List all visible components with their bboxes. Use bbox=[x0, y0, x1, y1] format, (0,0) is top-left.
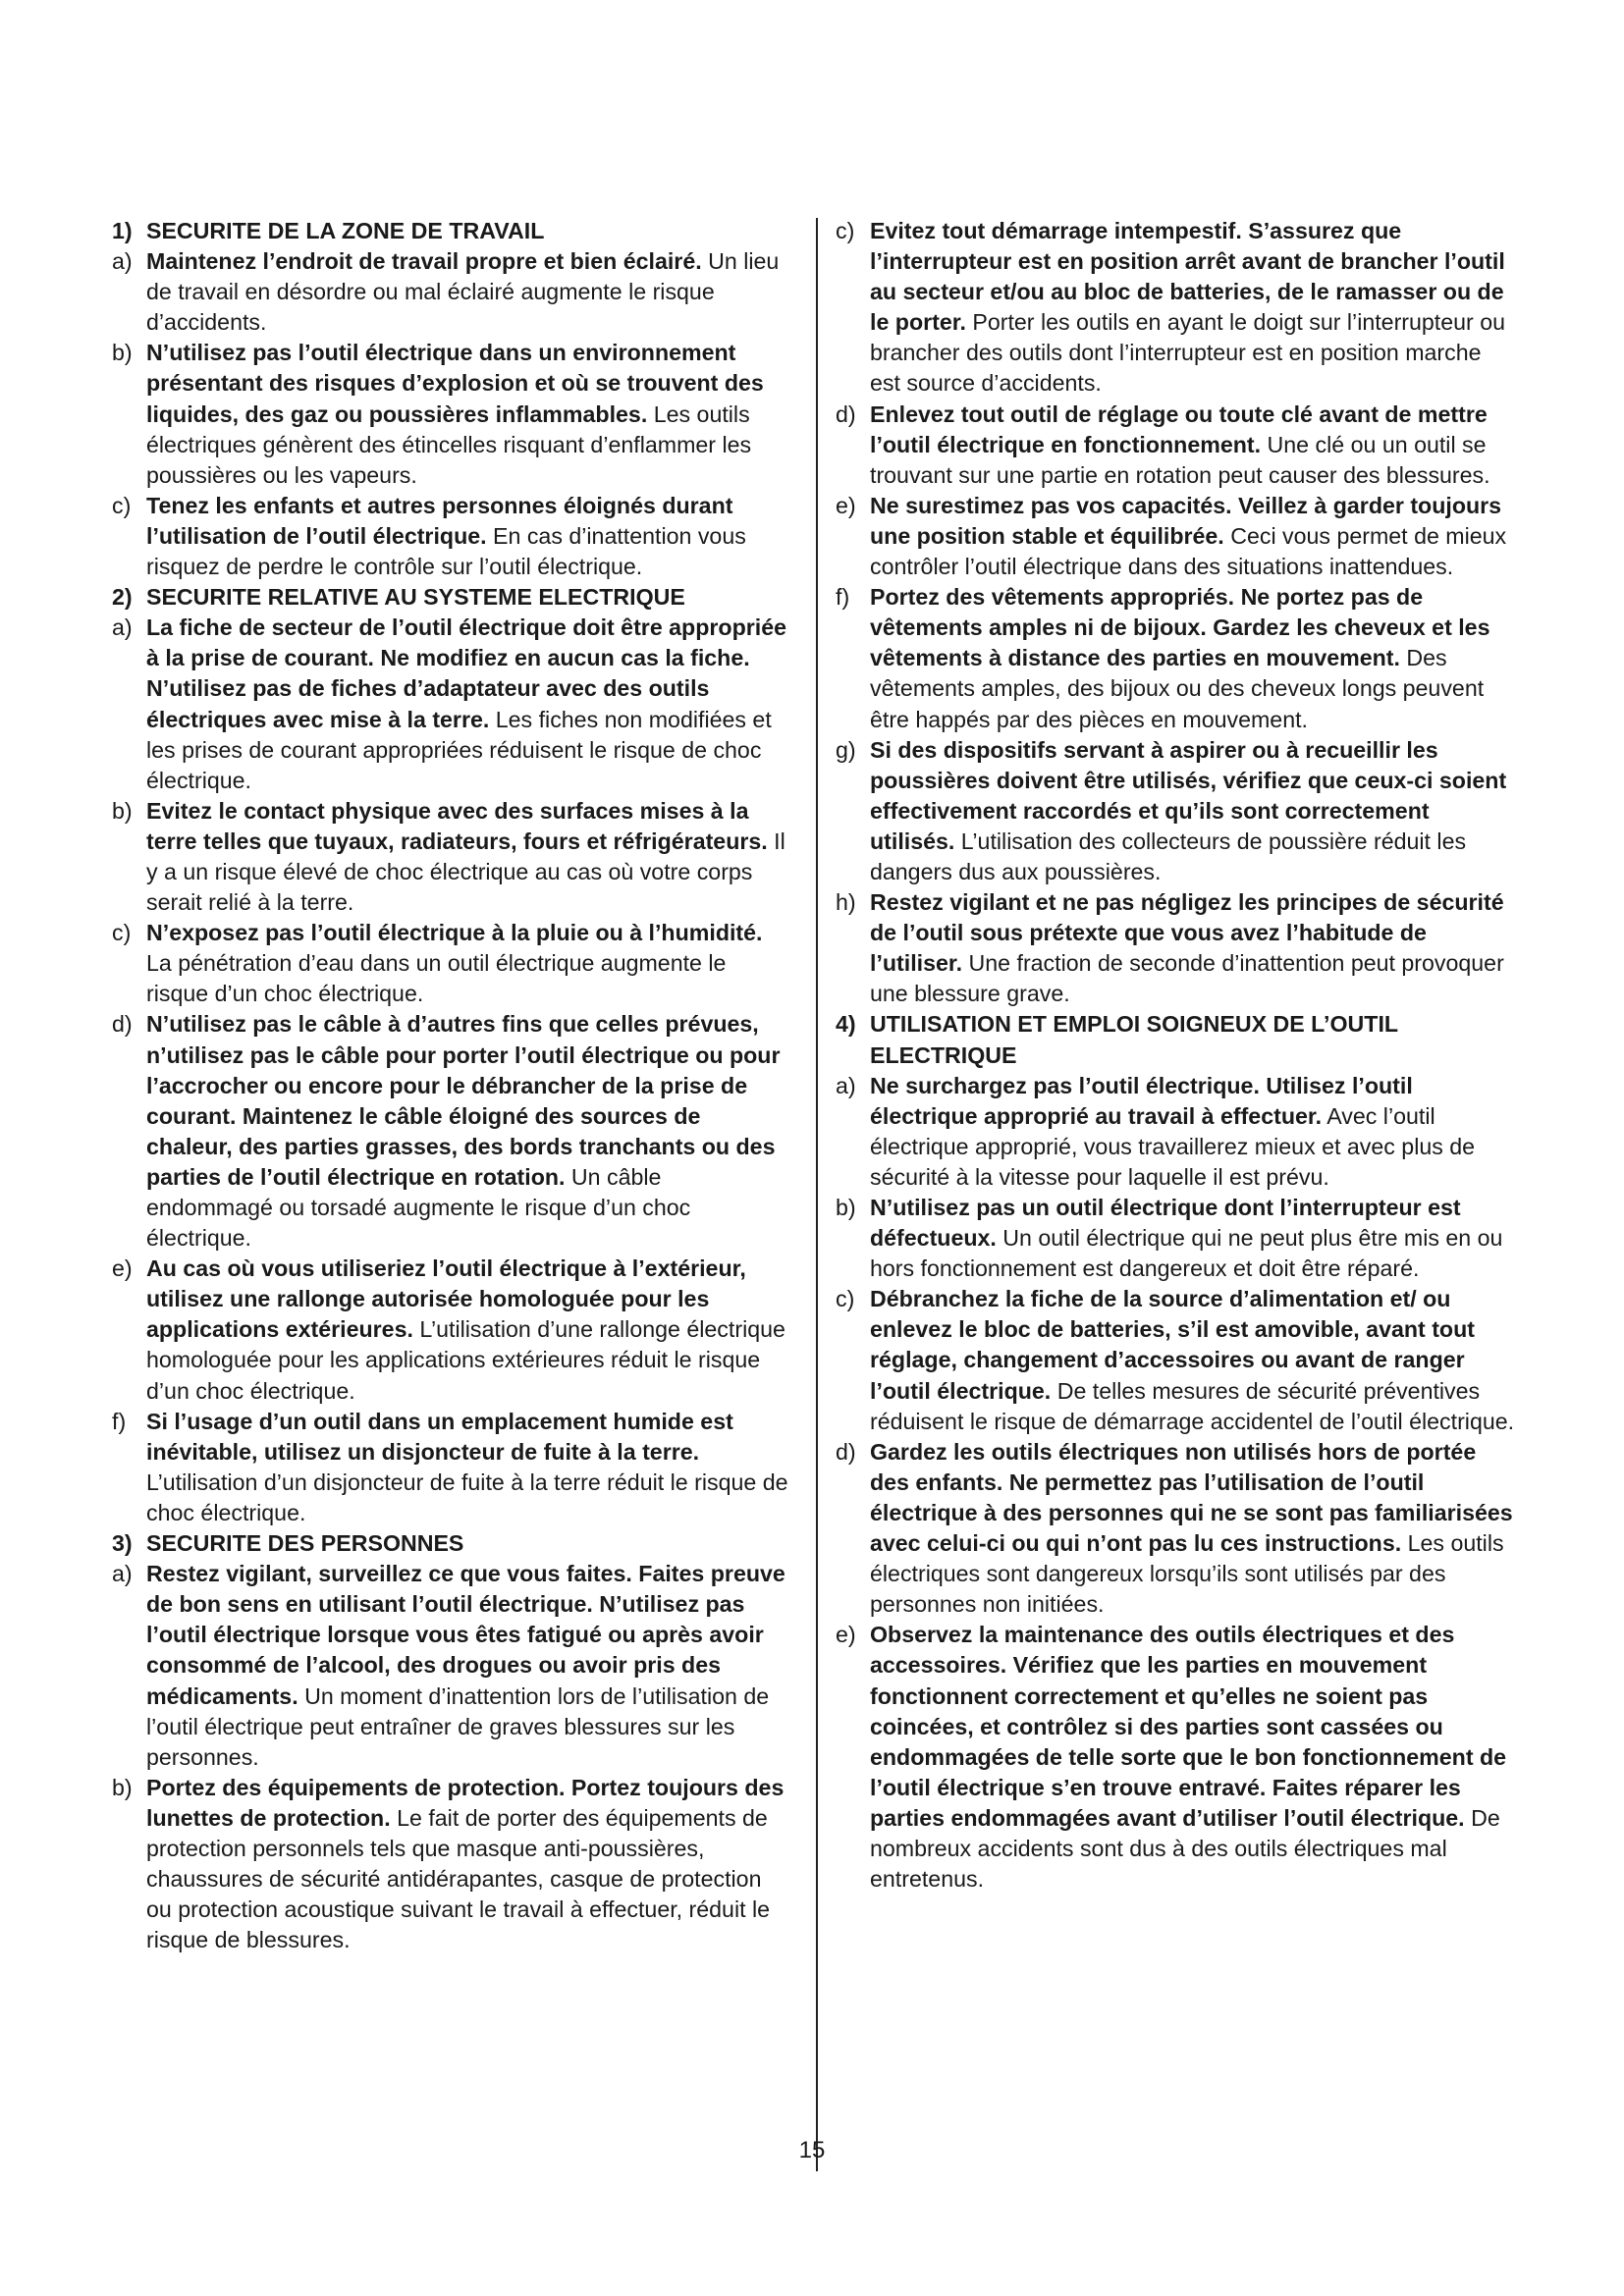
item-bold-text: N’utilisez pas un outil électrique dont l’interrupteur est défectueux. bbox=[870, 1195, 1461, 1252]
item-bold-text: Maintenez l’endroit de travail propre et bien éclairé. bbox=[146, 248, 702, 275]
item-bold-text: Ne surchargez pas l’outil électrique. Utilisez l’outil électrique approprié au travail à effectuer. bbox=[870, 1072, 1413, 1129]
section-number: 3) bbox=[112, 1530, 133, 1557]
list-item bbox=[112, 246, 791, 338]
item-text bbox=[870, 735, 1515, 887]
item-bold-text: Gardez les outils électriques non utilisés hors de portée des enfants. Ne permettez pas l’utilisation de l’outil électrique à des personnes qui ne se sont pas familiarisées avec celui-ci ou qui n’ont pas lu ces instructions. bbox=[870, 1438, 1513, 1557]
item-text bbox=[870, 582, 1515, 734]
item-plain-text: Un lieu de travail en désordre ou mal éclairé augmente le risque d’accidents. bbox=[146, 248, 780, 336]
item-plain-text: Une fraction de seconde d’inattention peut provoquer une blessure grave. bbox=[870, 950, 1504, 1007]
section-heading bbox=[112, 582, 791, 613]
item-text bbox=[146, 1407, 791, 1528]
section-title: SECURITE RELATIVE AU SYSTEME ELECTRIQUE bbox=[146, 584, 685, 611]
list-item bbox=[836, 1437, 1515, 1621]
item-plain-text: Des vêtements amples, des bijoux ou des cheveux longs peuvent être happés par des pièces en mouvement. bbox=[870, 645, 1485, 732]
section-heading bbox=[112, 1528, 791, 1559]
item-letter: b) bbox=[112, 1774, 133, 1800]
item-letter: e) bbox=[836, 1622, 856, 1648]
list-item bbox=[112, 1559, 791, 1773]
item-text bbox=[146, 613, 791, 796]
list-item bbox=[836, 400, 1515, 491]
item-bold-text: N’utilisez pas l’outil électrique dans un environnement présentant des risques d’explosion et où se trouvent des liquides, des gaz ou poussières inflammables. bbox=[146, 340, 764, 427]
item-plain-text: Une clé ou un outil se trouvant sur une partie en rotation peut causer des blessures. bbox=[870, 431, 1490, 488]
item-plain-text: Avec l’outil électrique approprié, vous travaillerez mieux et avec plus de sécurité à la vitesse pour laquelle il est prévu. bbox=[870, 1102, 1476, 1190]
item-text bbox=[870, 216, 1515, 400]
item-bold-text: Si des dispositifs servant à aspirer ou à recueillir les poussières doivent être utilisés, vérifiez que ceux-ci soient effectivement raccordés et qu’ils sont correctement utilisés. bbox=[870, 736, 1507, 854]
item-bold-text: Evitez tout démarrage intempestif. S’assurez que l’interrupteur est en position arrêt avant de brancher l’outil au secteur et/ou au bloc de batteries, de le ramasser ou de le porter. bbox=[870, 218, 1505, 336]
item-letter: a) bbox=[836, 1072, 856, 1098]
list-item bbox=[836, 582, 1515, 734]
section-number: 1) bbox=[112, 218, 133, 243]
item-bold-text: Au cas où vous utiliseriez l’outil électrique à l’extérieur, utilisez une rallonge autorisée homologuée pour les applications extérieures. bbox=[146, 1255, 746, 1343]
item-text bbox=[146, 796, 791, 918]
item-plain-text: L’utilisation d’un disjoncteur de fuite à la terre réduit le risque de choc électrique. bbox=[146, 1468, 788, 1525]
item-letter: d) bbox=[112, 1011, 133, 1038]
item-text bbox=[870, 400, 1515, 491]
list-item bbox=[112, 491, 791, 582]
item-bold-text: N’utilisez pas le câble à d’autres fins que celles prévues, n’utilisez pas le câble pour porter l’outil électrique ou pour l’accrocher ou encore pour le débrancher de la prise de courant. Maintenez le câble éloigné des sources de chaleur, des parties grasses, des bords tranchants ou des parties de l’outil électrique en rotation. bbox=[146, 1011, 781, 1190]
item-bold-text: Enlevez tout outil de réglage ou toute clé avant de mettre l’outil électrique en fonctionnement. bbox=[870, 400, 1488, 457]
item-text bbox=[146, 491, 791, 582]
item-letter: b) bbox=[112, 797, 133, 824]
list-item bbox=[836, 1284, 1515, 1436]
list-item bbox=[836, 491, 1515, 582]
list-item bbox=[836, 216, 1515, 400]
item-letter: a) bbox=[112, 1561, 133, 1587]
item-plain-text: L’utilisation d’une rallonge électrique homologuée pour les applications extérieures réduit le risque d’un choc électrique. bbox=[146, 1316, 785, 1404]
list-item bbox=[836, 1071, 1515, 1193]
item-letter: d) bbox=[836, 400, 856, 427]
item-letter: e) bbox=[112, 1255, 133, 1282]
item-plain-text: Les fiches non modifiées et les prises de courant appropriées réduisent le risque de choc électrique. bbox=[146, 706, 772, 793]
item-bold-text: Evitez le contact physique avec des surfaces mises à la terre telles que tuyaux, radiateurs, fours et réfrigérateurs. bbox=[146, 797, 768, 854]
item-bold-text: Portez des équipements de protection. Portez toujours des lunettes de protection. bbox=[146, 1774, 785, 1831]
item-plain-text: De nombreux accidents sont dus à des outils électriques mal entretenus. bbox=[870, 1804, 1500, 1893]
item-letter: c) bbox=[112, 920, 132, 946]
item-plain-text: Porter les outils en ayant le doigt sur l’interrupteur ou brancher des outils dont l’interrupteur est en position marche est source d’accidents. bbox=[870, 309, 1505, 397]
item-bold-text: La fiche de secteur de l’outil électrique doit être appropriée à la prise de courant. Ne modifiez en aucun cas la fiche. N’utilisez pas de fiches d’adaptateur avec des outils électriques avec mise à la terre. bbox=[146, 614, 786, 732]
list-item bbox=[836, 735, 1515, 887]
item-plain-text: L’utilisation des collecteurs de poussière réduit les dangers dus aux poussières. bbox=[870, 828, 1467, 884]
item-text bbox=[146, 338, 791, 490]
item-text bbox=[146, 246, 791, 338]
item-text bbox=[870, 887, 1515, 1009]
item-letter: a) bbox=[112, 614, 133, 641]
item-bold-text: Tenez les enfants et autres personnes éloignés durant l’utilisation de l’outil électrique. bbox=[146, 492, 733, 549]
right-column bbox=[836, 216, 1515, 1895]
item-bold-text: Restez vigilant, surveillez ce que vous faites. Faites preuve de bon sens en utilisant l’outil électrique. N’utilisez pas l’outil électrique lorsque vous êtes fatigué ou après avoir consommé de l’alcool, des drogues ou avoir pris des médicaments. bbox=[146, 1561, 785, 1709]
item-bold-text: Ne surestimez pas vos capacités. Veillez à garder toujours une position stable et équilibrée. bbox=[870, 492, 1502, 549]
item-bold-text: Observez la maintenance des outils électriques et des accessoires. Vérifiez que les parties en mouvement fonctionnent correctement et qu’elles ne soient pas coincées, et contrôlez si des parties sont cassées ou endommagées de telle sorte que le bon fonctionnement de l’outil électrique s’en trouve entravé. Faites réparer les parties endommagées avant d’utiliser l’outil électrique. bbox=[870, 1622, 1507, 1831]
item-plain-text: Il y a un risque élevé de choc électrique au cas où votre corps serait relié à la terre. bbox=[146, 828, 785, 916]
list-item bbox=[112, 1009, 791, 1254]
list-item bbox=[112, 613, 791, 796]
item-letter: f) bbox=[112, 1408, 127, 1434]
item-plain-text: En cas d’inattention vous risquez de perdre le contrôle sur l’outil électrique. bbox=[146, 522, 746, 580]
item-plain-text: Un outil électrique qui ne peut plus être mis en ou hors fonctionnement est dangereux et doit être réparé. bbox=[870, 1225, 1503, 1282]
section-heading bbox=[836, 1009, 1515, 1070]
item-plain-text: De telles mesures de sécurité préventives réduisent le risque de démarrage accidentel de l’outil électrique. bbox=[870, 1377, 1515, 1434]
item-text bbox=[146, 1009, 791, 1254]
item-letter: c) bbox=[836, 1286, 855, 1312]
item-letter: f) bbox=[836, 584, 850, 611]
section-number: 4) bbox=[836, 1011, 856, 1038]
section-title: UTILISATION ET EMPLOI SOIGNEUX DE L’OUTIL ELECTRIQUE bbox=[870, 1011, 1398, 1068]
item-text bbox=[870, 1620, 1515, 1895]
list-item bbox=[836, 1620, 1515, 1895]
item-plain-text: Ceci vous permet de mieux contrôler l’outil électrique dans des situations inattendues. bbox=[870, 522, 1507, 580]
list-item bbox=[112, 338, 791, 490]
list-item bbox=[112, 1254, 791, 1406]
item-text bbox=[146, 1254, 791, 1406]
section-title: SECURITE DE LA ZONE DE TRAVAIL bbox=[146, 218, 545, 243]
item-plain-text: Un câble endommagé ou torsadé augmente le risque d’un choc électrique. bbox=[146, 1163, 691, 1252]
left-column bbox=[112, 216, 791, 1955]
item-letter: e) bbox=[836, 492, 856, 518]
item-plain-text: Les outils électriques génèrent des étincelles risquant d’enflammer les poussières ou les vapeurs. bbox=[146, 400, 752, 488]
item-text bbox=[870, 1071, 1515, 1193]
item-letter: c) bbox=[112, 492, 132, 518]
section-number: 2) bbox=[112, 584, 133, 611]
item-plain-text: Un moment d’inattention lors de l’utilisation de l’outil électrique peut entraîner de graves blessures sur les personnes. bbox=[146, 1682, 770, 1770]
item-text bbox=[870, 1437, 1515, 1621]
item-bold-text: Portez des vêtements appropriés. Ne portez pas de vêtements amples ni de bijoux. Gardez les cheveux et les vêtements à distance des parties en mouvement. bbox=[870, 584, 1490, 671]
item-text bbox=[146, 918, 791, 1009]
list-item bbox=[112, 1407, 791, 1528]
item-letter: c) bbox=[836, 218, 855, 243]
section-heading bbox=[112, 216, 791, 246]
list-item bbox=[112, 796, 791, 918]
item-letter: d) bbox=[836, 1438, 856, 1465]
section-title: SECURITE DES PERSONNES bbox=[146, 1530, 464, 1557]
item-text bbox=[870, 491, 1515, 582]
item-plain-text: Les outils électriques sont dangereux lorsqu’ils sont utilisés par des personnes non initiées. bbox=[870, 1530, 1504, 1618]
item-bold-text: Si l’usage d’un outil dans un emplacement humide est inévitable, utilisez un disjoncteur de fuite à la terre. bbox=[146, 1408, 733, 1465]
item-letter: a) bbox=[112, 248, 133, 275]
item-bold-text: Débranchez la fiche de la source d’alimentation et/ ou enlevez le bloc de batteries, s’il est amovible, avant tout réglage, changement d’accessoires ou avant de ranger l’outil électrique. bbox=[870, 1286, 1475, 1404]
list-item bbox=[836, 887, 1515, 1009]
item-letter: b) bbox=[112, 340, 133, 366]
item-letter: h) bbox=[836, 889, 856, 916]
item-text bbox=[146, 1559, 791, 1773]
item-letter: b) bbox=[836, 1195, 856, 1220]
item-bold-text: Restez vigilant et ne pas négligez les principes de sécurité de l’outil sous prétexte que vous avez l’habitude de l’utiliser. bbox=[870, 889, 1504, 977]
list-item bbox=[112, 1773, 791, 1956]
item-text bbox=[870, 1193, 1515, 1284]
list-item bbox=[836, 1193, 1515, 1284]
list-item bbox=[112, 918, 791, 1009]
item-plain-text: Le fait de porter des équipements de protection personnels tels que masque anti-poussières, chaussures de sécurité antidérapantes, casque de protection ou protection acoustique suivant le travail à effectuer, réduit le risque de blessures. bbox=[146, 1804, 771, 1953]
page-number: 15 bbox=[798, 2137, 826, 2163]
item-text bbox=[146, 1773, 791, 1956]
item-letter: g) bbox=[836, 736, 856, 763]
item-bold-text: N’exposez pas l’outil électrique à la pluie ou à l’humidité. bbox=[146, 920, 763, 946]
column-divider bbox=[816, 218, 818, 2171]
item-text bbox=[870, 1284, 1515, 1436]
item-plain-text: La pénétration d’eau dans un outil électrique augmente le risque d’un choc électrique. bbox=[146, 950, 727, 1007]
